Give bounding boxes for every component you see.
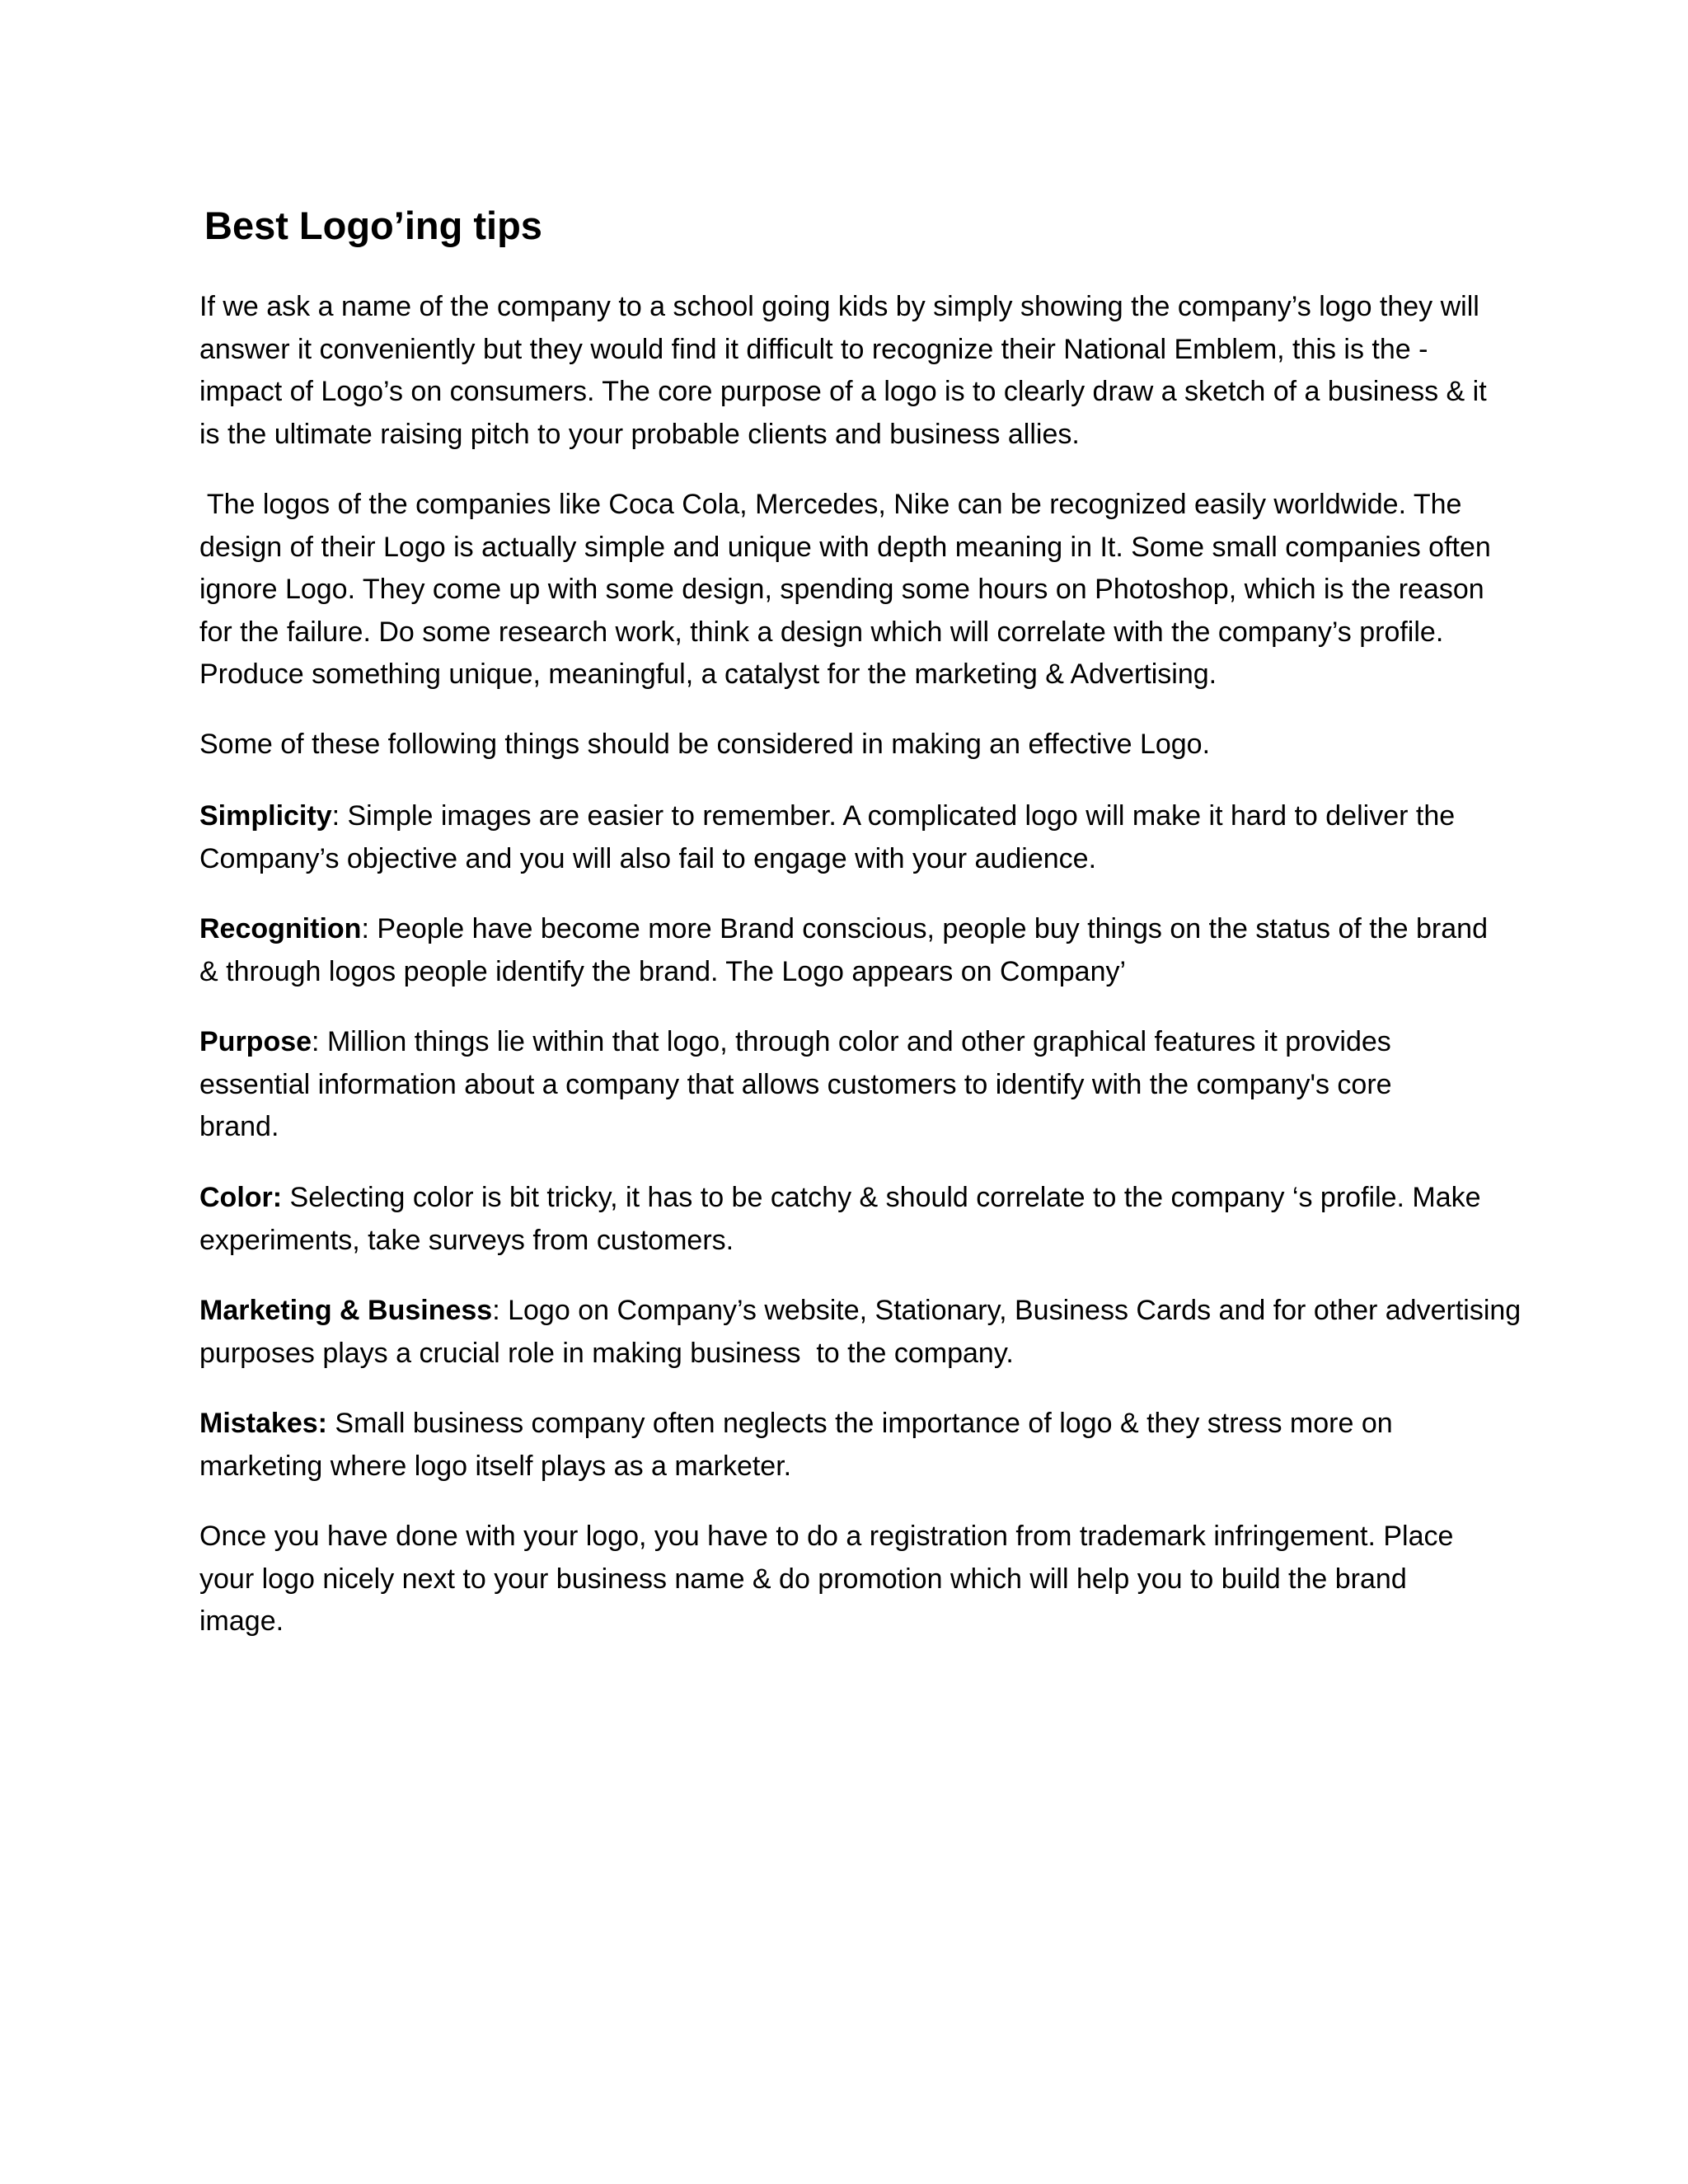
intro-line: answer it conveniently but they would find it difficult to recognize their National Emblem, this is the - — [199, 333, 1428, 365]
tip-text: Small business company often neglects the importance of logo & they stress more on — [326, 1408, 1393, 1439]
examples-line: The logos of the companies like Coca Cola, Mercedes, Nike can be recognized easily worldwide. The — [199, 489, 1462, 520]
tip-line: experiments, take surveys from customers. — [199, 1224, 734, 1256]
tip-text: : Simple images are easier to remember. A complicated logo will make it hard to deliver the — [331, 800, 1456, 832]
tip-line: & through logos people identify the brand. The Logo appears on Company’ — [199, 955, 1127, 987]
lead-in-paragraph — [199, 724, 1512, 766]
tip-term: Marketing & Business — [199, 1295, 493, 1326]
examples-line: ignore Logo. They come up with some design, spending some hours on Photoshop, which is the reason — [199, 574, 1484, 605]
tip-term: Color: — [199, 1182, 283, 1213]
intro-line: If we ask a name of the company to a school going kids by simply showing the company’s logo they will — [199, 291, 1479, 322]
tip-line: purposes plays a crucial role in making business to the company. — [199, 1337, 1014, 1369]
intro-paragraph — [199, 286, 1512, 456]
tip-text: : Million things lie within that logo, through color and other graphical features it provides — [312, 1026, 1391, 1057]
tip-term: Recognition — [199, 913, 362, 944]
tip-text: : People have become more Brand conscious, people buy things on the status of the brand — [361, 913, 1488, 944]
tip-line — [199, 1290, 1522, 1333]
tip-line — [199, 1403, 1512, 1446]
tip-line — [199, 795, 1512, 838]
tip-line — [199, 1021, 1512, 1064]
tip-term: Simplicity — [199, 800, 332, 832]
closing-line: image. — [199, 1605, 284, 1637]
tip-line: essential information about a company that allows customers to identify with the company's core — [199, 1068, 1392, 1100]
tip-color — [199, 1177, 1512, 1262]
examples-line: for the failure. Do some research work, think a design which will correlate with the company’s profile. — [199, 616, 1444, 648]
tip-marketing-business — [199, 1290, 1522, 1375]
closing-line: Once you have done with your logo, you have to do a registration from trademark infringement. Place — [199, 1521, 1454, 1552]
closing-paragraph — [199, 1516, 1512, 1643]
examples-line: Produce something unique, meaningful, a catalyst for the marketing & Advertising. — [199, 658, 1217, 690]
document-title: Best Logo’ing tips — [204, 204, 542, 247]
tip-term: Purpose — [199, 1026, 312, 1057]
intro-line: impact of Logo’s on consumers. The core purpose of a logo is to clearly draw a sketch of a business & it — [199, 376, 1487, 407]
tip-text: Selecting color is bit tricky, it has to be catchy & should correlate to the company ‘s profile. Make — [282, 1182, 1481, 1213]
tip-line: marketing where logo itself plays as a marketer. — [199, 1450, 792, 1482]
closing-line: your logo nicely next to your business name & do promotion which will help you to build the brand — [199, 1563, 1407, 1595]
tip-line: Company’s objective and you will also fail to engage with your audience. — [199, 842, 1097, 874]
lead-in-text: Some of these following things should be considered in making an effective Logo. — [199, 729, 1211, 760]
examples-line: design of their Logo is actually simple and unique with depth meaning in It. Some small companies often — [199, 531, 1491, 563]
tip-purpose — [199, 1021, 1512, 1149]
tip-line: brand. — [199, 1111, 279, 1142]
tip-term: Mistakes: — [199, 1408, 327, 1439]
intro-line: is the ultimate raising pitch to your probable clients and business allies. — [199, 418, 1080, 450]
tip-text: : Logo on Company’s website, Stationary, Business Cards and for other advertising — [492, 1295, 1522, 1326]
tip-line — [199, 908, 1512, 951]
examples-paragraph — [199, 484, 1512, 696]
tip-recognition — [199, 908, 1512, 993]
tip-line — [199, 1177, 1512, 1220]
tip-simplicity — [199, 795, 1512, 880]
tip-mistakes — [199, 1403, 1512, 1488]
